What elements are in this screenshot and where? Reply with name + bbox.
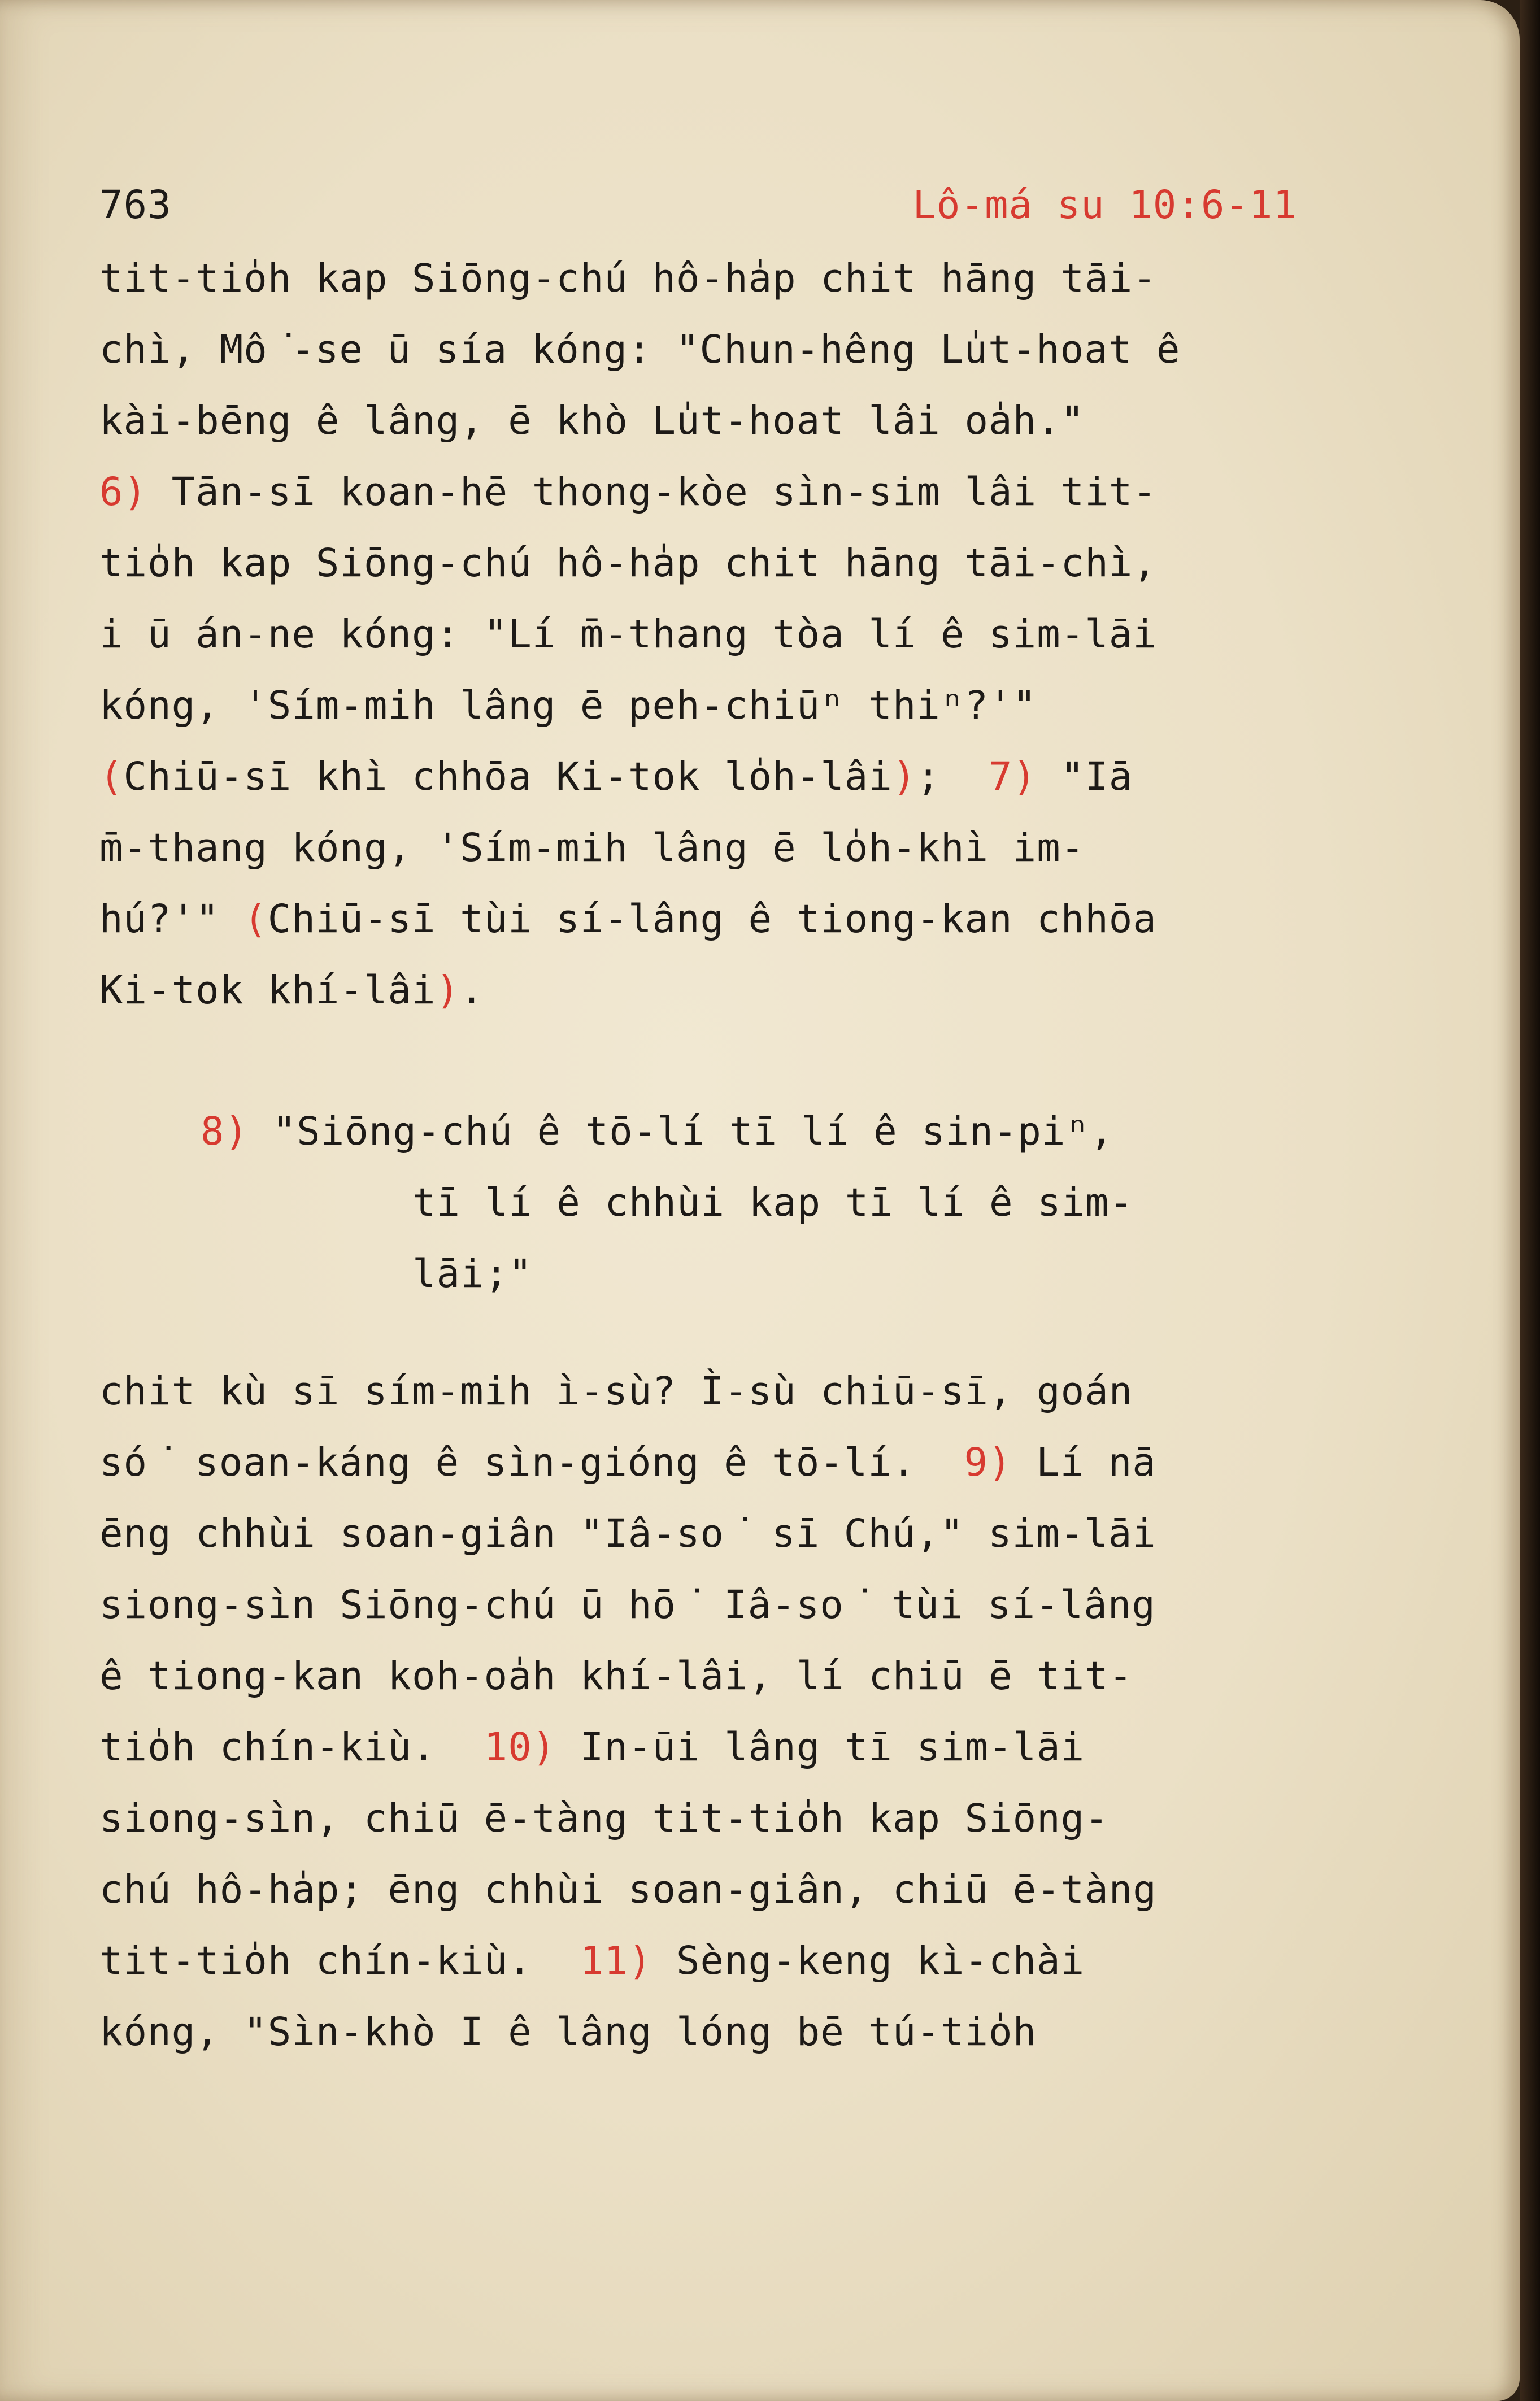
text-line [99, 599, 1180, 670]
text-segment: ê tiong-kan koh-oa̍h khí-lâi, lí chiū ē tit- [99, 1654, 1133, 1699]
text-line [99, 1498, 1157, 1569]
text-segment: tit-tio̍h chín-kiù. [99, 1938, 580, 1984]
text-line [99, 385, 1180, 456]
text-segment: kóng, 'Sím-mih lâng ē peh-chiūⁿ thiⁿ?'" [99, 683, 1037, 728]
text-line [99, 1641, 1157, 1712]
text-line [99, 1783, 1157, 1854]
paragraph-1 [99, 243, 1180, 1026]
text-line [99, 528, 1180, 599]
verse-marker: 10) [484, 1725, 556, 1770]
text-line [99, 812, 1180, 884]
text-segment: kóng, "Sìn-khò I ê lâng lóng bē tú-tio̍h [99, 2009, 1037, 2055]
text-line [99, 456, 1180, 528]
text-line [99, 955, 1180, 1026]
page-number: 763 [99, 182, 172, 228]
text-segment: tio̍h kap Siōng-chú hô-ha̍p chit hāng tāi-chì, [99, 541, 1157, 586]
text-line [201, 1238, 1133, 1310]
running-head: Lô-má su 10:6-11 [912, 182, 1297, 228]
text-line [99, 243, 1180, 314]
paragraph-2 [99, 1356, 1157, 2068]
text-segment: m̄-thang kóng, 'Sím-mih lâng ē lo̍h-khì im- [99, 825, 1085, 871]
text-line [99, 1569, 1157, 1641]
text-line [99, 1925, 1157, 1997]
text-segment: Chiū-sī tùi sí-lâng ê tiong-kan chhōa [267, 897, 1157, 942]
text-line [99, 1356, 1157, 1427]
text-segment: tī lí ê chhùi kap tī lí ê sim- [412, 1180, 1134, 1225]
text-segment: tio̍h chín-kiù. [99, 1725, 484, 1770]
text-line [99, 1712, 1157, 1783]
verse-marker: 9) [964, 1440, 1012, 1485]
verse-marker: 7) [989, 754, 1037, 799]
text-segment: só͘ soan-káng ê sìn-gióng ê tō-lí. [99, 1440, 964, 1485]
text-segment: ; [916, 754, 989, 799]
text-segment: Ki-tok khí-lâi [99, 968, 436, 1013]
verse-marker: 6) [99, 469, 148, 515]
text-segment: siong-sìn, chiū ē-tàng tit-tio̍h kap Siōng- [99, 1796, 1109, 1841]
verse-marker: 8) [201, 1109, 249, 1154]
text-segment: kài-bēng ê lâng, ē khò Lu̍t-hoat lâi oa̍h." [99, 398, 1085, 443]
text-line [99, 884, 1180, 955]
text-segment: chit kù sī sím-mih ì-sù? Ì-sù chiū-sī, goán [99, 1369, 1133, 1414]
text-segment: chú hô-ha̍p; ēng chhùi soan-giân, chiū ē-tàng [99, 1867, 1157, 1912]
book-edge [1520, 0, 1540, 2401]
text-segment: "Siōng-chú ê tō-lí tī lí ê sin-piⁿ, [249, 1109, 1114, 1154]
text-segment: "Iā [1037, 754, 1133, 799]
text-line [99, 1997, 1157, 2068]
verse-marker: ( [99, 754, 124, 799]
text-segment: Sèng-keng kì-chài [652, 1938, 1085, 1984]
text-segment: siong-sìn Siōng-chú ū hō͘ Iâ-so͘ tùi sí-lâng [99, 1582, 1156, 1628]
text-segment: . [460, 968, 484, 1013]
text-segment: i ū án-ne kóng: "Lí m̄-thang tòa lí ê sim-lāi [99, 612, 1157, 657]
text-line [99, 314, 1180, 385]
text-line [99, 1854, 1157, 1925]
verse-marker: ) [892, 754, 917, 799]
verse-8-quotation [201, 1096, 1133, 1310]
verse-marker: ) [436, 968, 460, 1013]
text-segment: Chiū-sī khì chhōa Ki-tok lo̍h-lâi [123, 754, 893, 799]
text-line [99, 741, 1180, 812]
verse-marker: 11) [580, 1938, 652, 1984]
text-segment: In-ūi lâng tī sim-lāi [556, 1725, 1085, 1770]
text-segment: chì, Mô͘-se ū sía kóng: "Chun-hêng Lu̍t-hoat ê [99, 327, 1181, 372]
text-segment: Tān-sī koan-hē thong-kòe sìn-sim lâi tit- [147, 469, 1157, 515]
text-segment: Lí nā [1012, 1440, 1156, 1485]
text-line [99, 1427, 1157, 1498]
text-line [201, 1167, 1133, 1238]
page-header [99, 169, 1297, 241]
text-line [99, 670, 1180, 741]
text-segment: hú?'" [99, 897, 244, 942]
text-segment: lāi;" [412, 1251, 533, 1297]
text-line [201, 1096, 1133, 1167]
text-segment: tit-tio̍h kap Siōng-chú hô-ha̍p chit hāng tāi- [99, 256, 1157, 301]
text-segment: ēng chhùi soan-giân "Iâ-so͘ sī Chú," sim-lāi [99, 1511, 1156, 1556]
verse-marker: ( [243, 897, 268, 942]
